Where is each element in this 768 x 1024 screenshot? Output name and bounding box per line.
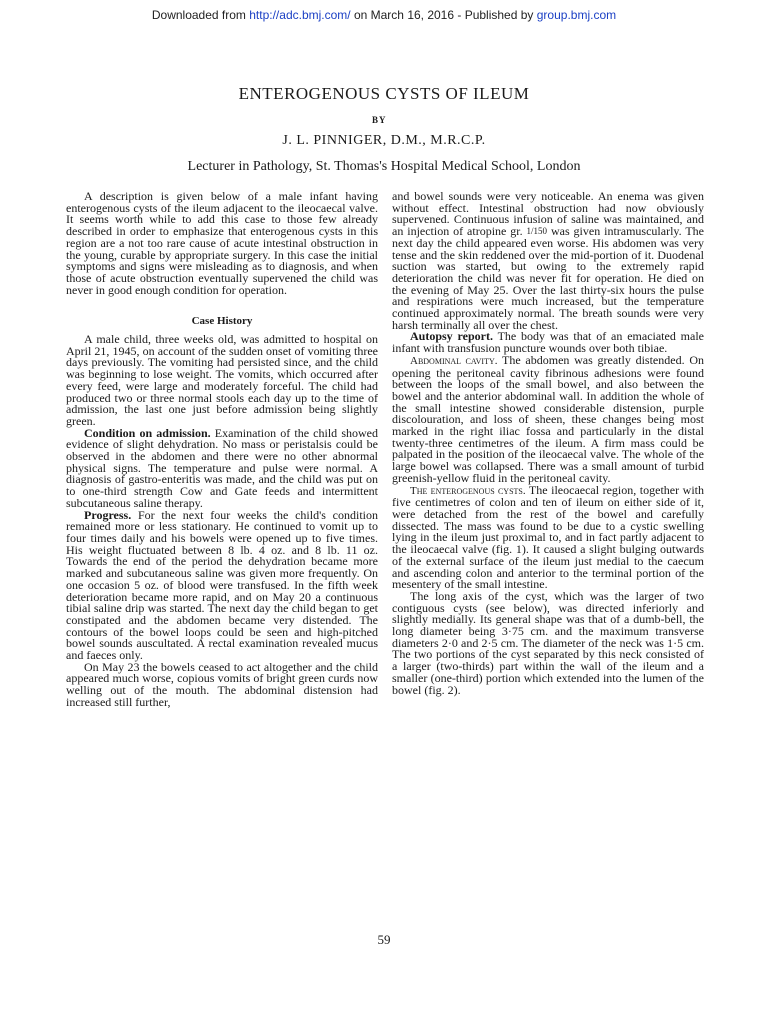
paragraph-lead: Condition on admission.	[84, 425, 211, 440]
byline-by: BY	[372, 115, 387, 125]
cysts-paragraph	[392, 482, 704, 592]
paragraph-lead: Autopsy report.	[410, 329, 493, 344]
paragraph-text: For the next four weeks the child's condition remained more or less stationary. He continued to vomit up to four times daily and his bowels were opened up to five times. His weight fluctuated between 8 lb. 4 oz. and 8 lb. 11 oz. Towards the end of the period the dehydration became more marked and subcutaneous saline was given more frequently. On one occasion 5 oz. of blood were transfused. In the fifth week deterioration became more rapid, and on May 20 a continuous tibial saline drip was started. The next day the child began to get constipated and the abdomen became very distended. The contours of the bowel loops could be seen and high-pitched bowel sounds auscultated. A rectal examination revealed mucus and faeces only.	[66, 507, 378, 663]
paragraph-text: was given intramuscularly. The next day the child appeared even worse. His abdomen was very tense and the skin reddened over the mid-portion of it. Duodenal suction was started, but owing to the extremely rapid deterioration the child was never fit for operation. He died on the evening of May 25. Over the last thirty-six hours the pulse and respirations were much increased, but the temperature continued approximately normal. The breath sounds were very harsh terminally all over the chest.	[392, 224, 704, 332]
author: J. L. PINNIGER, D.M., M.R.C.P.	[282, 133, 486, 148]
paragraph-lead: Abdominal cavity.	[410, 354, 498, 367]
left-column	[66, 191, 378, 709]
intro-paragraph: A description is given below of a male infant having enterogenous cysts of the ileum adjacent to the ileocaecal valve. It seems worth while to add this case to those few already described in order to emphasize that enterogenous cysts in this region are a not too rare cause of acute intestinal obstruction in the young, curable by appropriate surgery. In this case the initial symptoms and signs were misleading as to diagnosis, and when those of acute obstruction eventually supervened the child was never in good enough condition for operation.	[66, 189, 378, 297]
case-paragraph-2	[66, 425, 378, 510]
banner-middle: on March 16, 2016 - Published by	[350, 8, 537, 22]
case-paragraph-3	[66, 507, 378, 663]
paragraph-lead: The enterogenous cysts.	[410, 484, 526, 497]
case-paragraph-1: A male child, three weeks old, was admitted to hospital on April 21, 1945, on account of the sudden onset of vomiting three days previously. The vomiting had persisted since, and the child was beginning to lose weight. The vomits, which occurred after every feed, were large and moderately forceful. The child had produced two or three normal stools each day up to the time of admission, the last one just before admission being slightly green.	[66, 332, 378, 428]
page-number: 59	[377, 932, 391, 947]
case-paragraph-4: On May 23 the bowels ceased to act altogether and the child appeared much worse, copious vomits of bright green curds now welling out of the mouth. The abdominal distension had increased still further,	[66, 659, 378, 709]
paragraph-text: Examination of the child showed evidence of slight dehydration. No mass or peristalsis could be observed in the abdomen and there were no other abnormal physical signs. The temperature and pulse were normal. A diagnosis of gastro-enteritis was made, and the child was put on to one-third strength Cow and Gate feeds and intermittent subcutaneous saline therapy.	[66, 425, 378, 510]
banner-prefix: Downloaded from	[151, 8, 250, 22]
paragraph-text: The ileocaecal region, together with five centimetres of colon and ten of ileum on either side of it, were detached from the rest of the bowel and carefully dissected. The mass was found to be due to a cystic swelling lying in the ileum just proximal to, and in fact partly adjacent to the ileocaecal valve (fig. 1). It caused a slight bulging outwards of the external surface of the ileum just medial to the caecum and ascending colon and anterior to the terminal portion of the mesentery of the small intestine.	[392, 482, 704, 592]
section-heading: Case History	[191, 315, 253, 328]
group-link[interactable]: group.bmj.com	[536, 8, 617, 22]
affiliation: Lecturer in Pathology, St. Thomas's Hospital Medical School, London	[187, 159, 581, 174]
article-title: ENTEROGENOUS CYSTS OF ILEUM	[238, 84, 530, 103]
paragraph-text: and bowel sounds were very noticeable. An enema was given without effect. Intestinal obstruction had now obviously supervened. Continuous infusion of saline was maintained, and an injection of atropine gr.	[392, 189, 704, 239]
paragraph-text: The body was that of an emaciated male infant with transfusion puncture wounds over both tibiae.	[392, 329, 704, 356]
autopsy-paragraph	[392, 331, 704, 354]
continued-paragraph	[392, 191, 704, 331]
adc-link[interactable]: http://adc.bmj.com/	[249, 8, 351, 22]
abdominal-paragraph	[392, 352, 704, 485]
download-banner	[0, 8, 768, 22]
paragraph-lead: Progress.	[84, 507, 132, 522]
paragraph-text: The abdomen was greatly distended. On opening the peritoneal cavity fibrinous adhesions were found between the loops of the small bowel, and also between the bowel and the anterior abdominal wall. In addition the whole of the small intestine showed considerable distension, purple discolouration, and loss of sheen, these changes being most marked in the right iliac fossa and particularly in the distal twenty-three centimetres of the ileum. A firm mass could be palpated in the position of the ileocaecal valve. The whole of the large bowel was collapsed. There was a small amount of turbid greenish-yellow fluid in the peritoneal cavity.	[392, 352, 704, 485]
right-column	[392, 191, 704, 696]
cyst-axis-paragraph: The long axis of the cyst, which was the larger of two contiguous cysts (see below), was directed inferiorly and slightly medially. Its general shape was that of a dumb-bell, the long diameter being 3·75 cm. and the maximum transverse diameters 2·0 and 2·5 cm. The diameter of the neck was 1·5 cm. The two portions of the cyst separated by this neck consisted of a larger (two-thirds) part within the wall of the ileum and a smaller (one-third) portion which extended into the lumen of the bowel (fig. 2).	[392, 588, 704, 697]
dose-fraction: 1/150	[526, 226, 548, 237]
